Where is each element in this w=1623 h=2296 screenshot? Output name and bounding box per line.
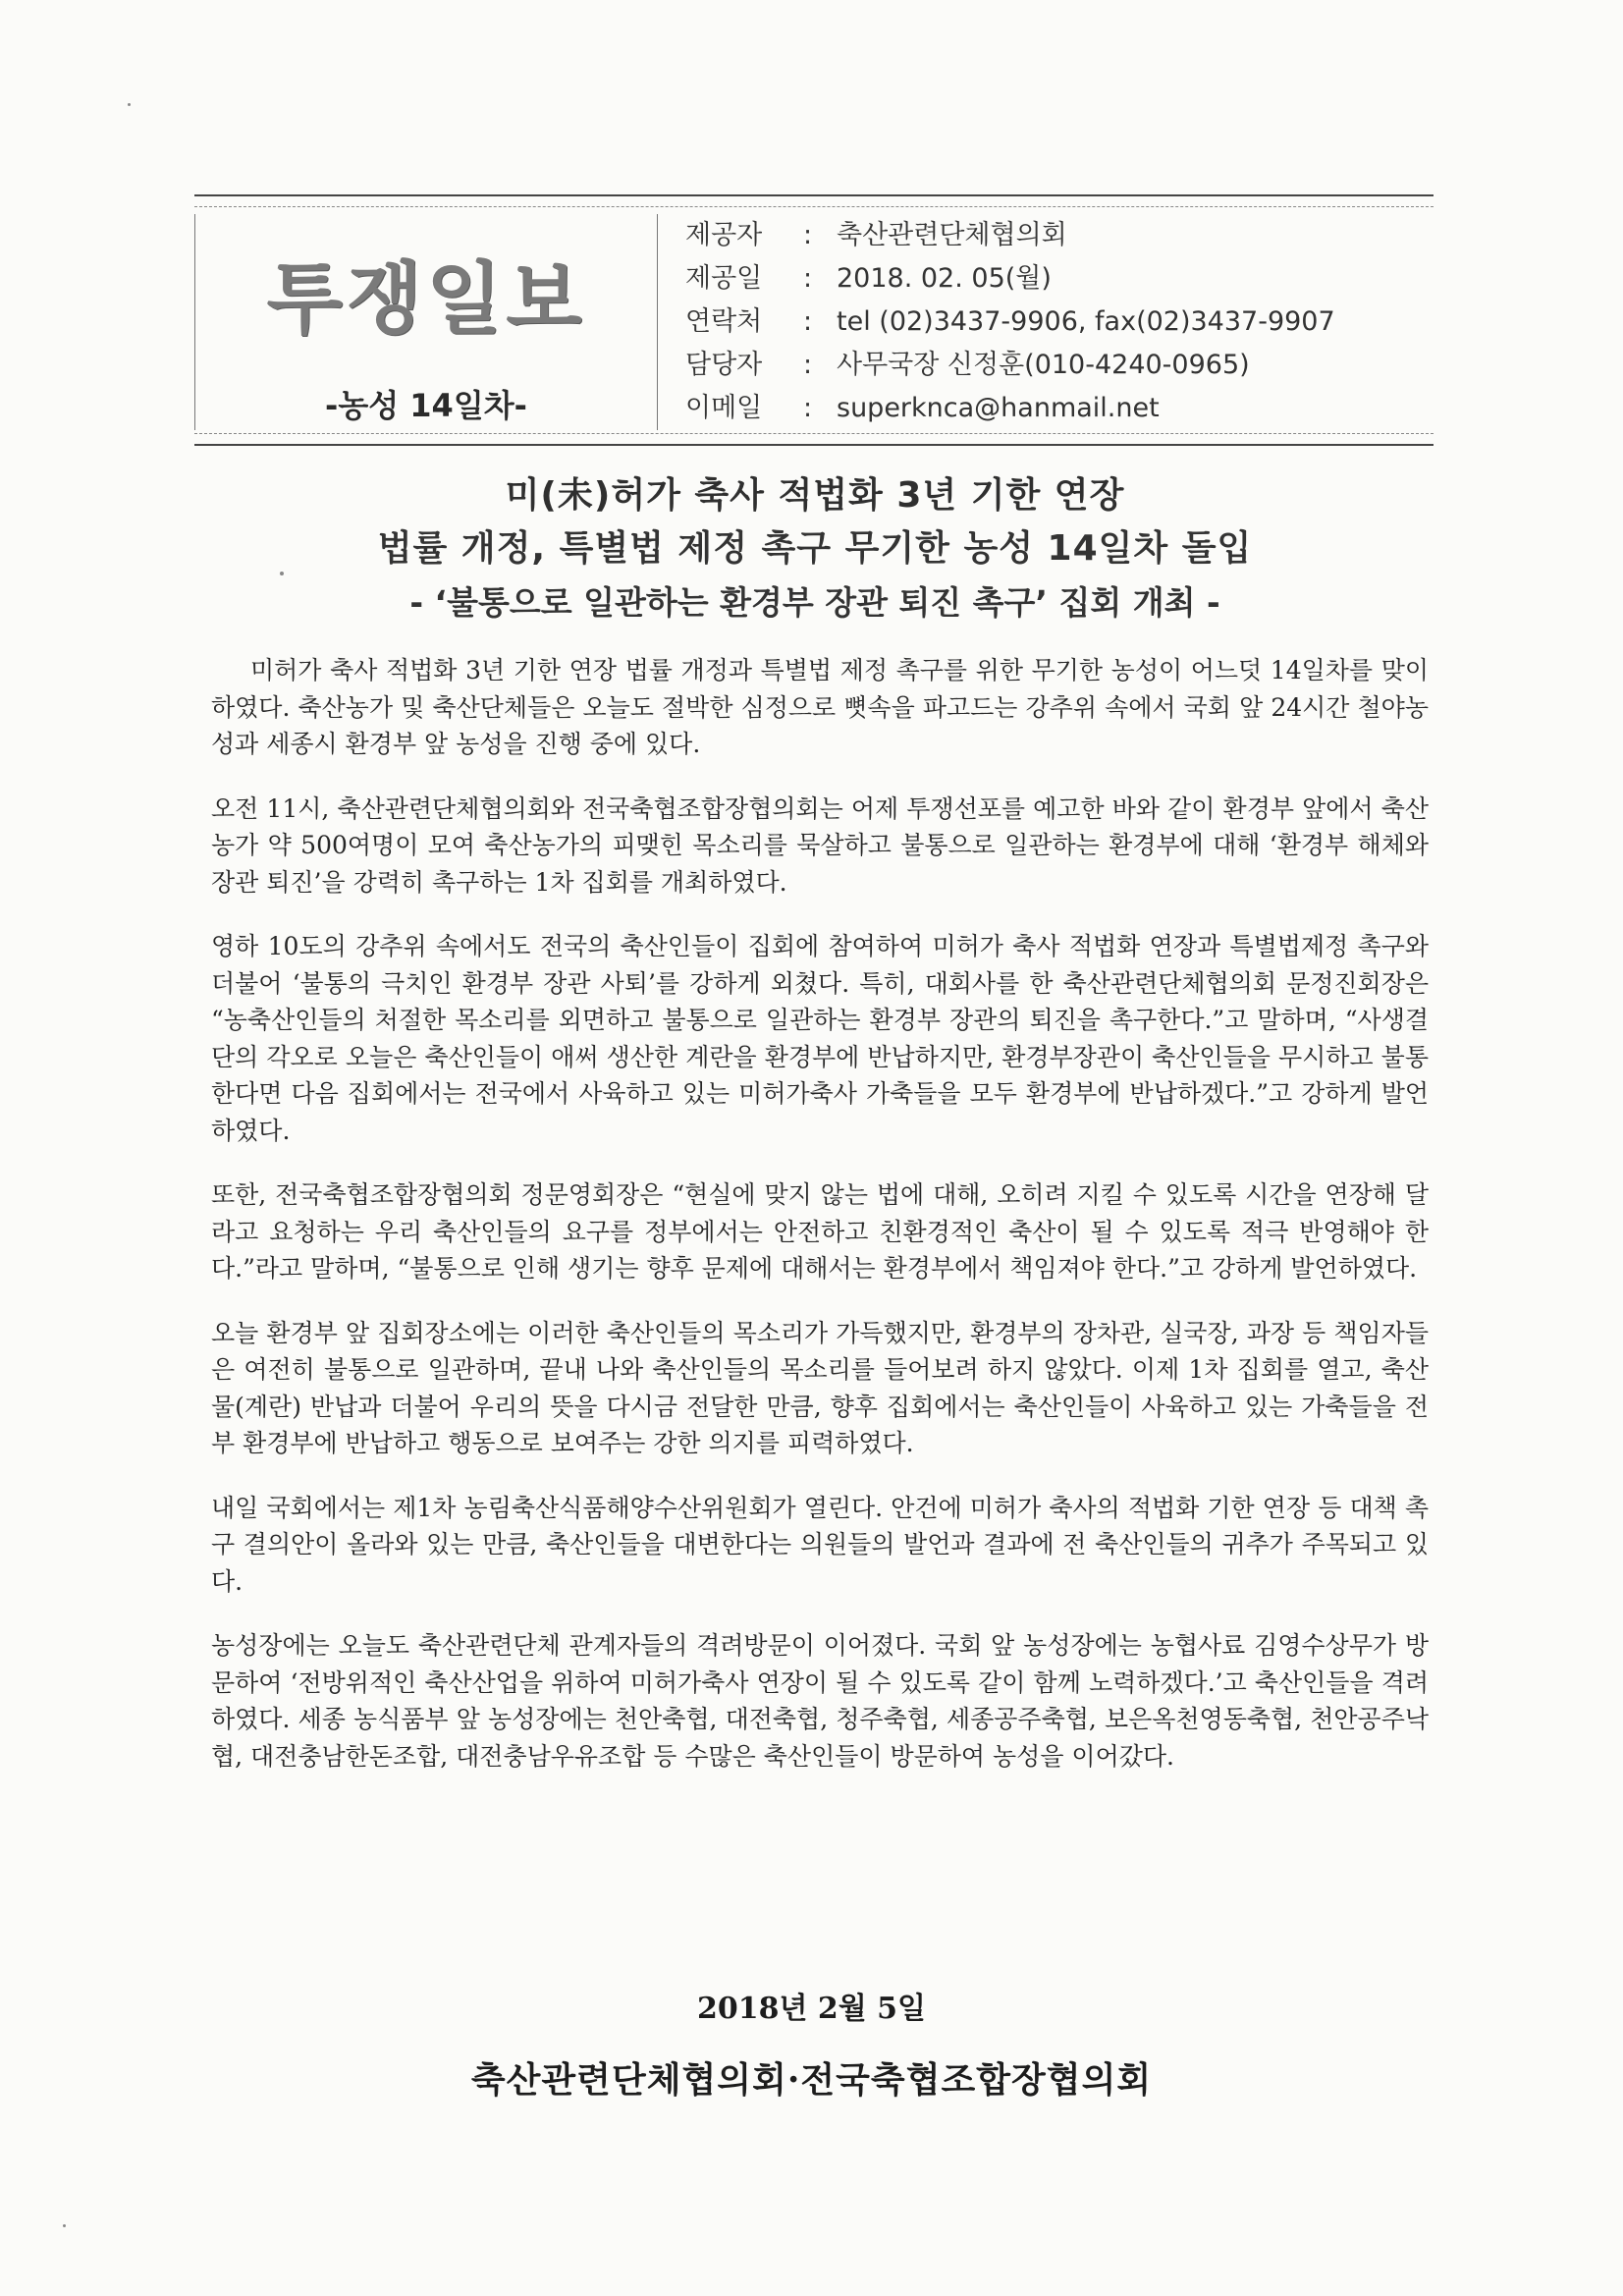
scan-speck — [128, 103, 131, 106]
info-value: tel (02)3437-9906, fax(02)3437-9907 — [837, 306, 1335, 337]
headline-main: 미(未)허가 축사 적법화 3년 기한 연장 — [505, 475, 1125, 516]
info-key: 연락처 — [685, 306, 763, 337]
info-value: 2018. 02. 05(월) — [837, 263, 1052, 294]
contact-info — [685, 214, 1412, 430]
article-body — [211, 652, 1429, 1802]
paragraph: 내일 국회에서는 제1차 농림축산식품해양수산위원회가 열린다. 안건에 미허가 축사의 적법화 기한 연장 등 대책 촉구 결의안이 올라와 있는 만큼, 축산인들을 대변한다는 의원들의 발언과 결과에 전 축산인들의 귀추가 주목되고 있다. — [211, 1493, 1429, 1596]
paragraph: 또한, 전국축협조합장협의회 정문영회장은 “현실에 맞지 않는 법에 대해, 오히려 지킬 수 있도록 시간을 연장해 달라고 요청하는 우리 축산인들의 요구를 정부에서는 안전하고 친환경적인 축산이 될 수 있도록 적극 반영해야 한다.”라고 말하며, “불통으로 인해 생기는 향후 문제에 대해서는 환경부에서 책임져야 한다.”고 강하게 발언하였다. — [211, 1180, 1429, 1283]
info-key: 이메일 — [685, 393, 763, 423]
headline-sub: 법률 개정, 특별법 제정 촉구 무기한 농성 14일차 돌입 — [377, 528, 1253, 569]
info-row-email — [685, 387, 1412, 430]
info-value: superkncа@hanmail.net — [837, 393, 1160, 423]
paragraph: 오전 11시, 축산관련단체협의회와 전국축협조합장협의회는 어제 투쟁선포를 예고한 바와 같이 환경부 앞에서 축산농가 약 500여명이 모여 축산농가의 피맺힌 목소리를 묵살하고 불통으로 일관하는 환경부에 대해 ‘환경부 해체와 장관 퇴진’을 강력히 촉구하는 1차 집회를 개최하였다. — [211, 793, 1429, 897]
info-row-provider — [685, 214, 1412, 257]
info-row-manager — [685, 344, 1412, 387]
paragraph: 영하 10도의 강추위 속에서도 전국의 축산인들이 집회에 참여하여 미허가 축사 적법화 연장과 특별법제정 촉구와 더불어 ‘불통의 극치인 환경부 장관 사퇴’를 강하게 외쳤다. 특히, 대회사를 한 축산관련단체협의회 문정진회장은 “농축산인들의 처절한 목소리를 외면하고 불통으로 일관하는 환경부 장관의 퇴진을 촉구한다.”고 말하며, “사생결단의 각오로 오늘은 축산인들이 애써 생산한 계란을 환경부에 반납하지만, 환경부장관이 축산인들을 무시하고 불통한다면 다음 집회에서는 전국에서 사육하고 있는 미허가축사 가축들을 모두 환경부에 반납하겠다.”고 강하게 발언하였다. — [211, 932, 1429, 1145]
paragraph: 오늘 환경부 앞 집회장소에는 이러한 축산인들의 목소리가 가득했지만, 환경부의 장차관, 실국장, 과장 등 책임자들은 여전히 불통으로 일관하며, 끝내 나와 축산인들의 목소리를 들어보려 하지 않았다. 이제 1차 집회를 열고, 축산물(계란) 반납과 더불어 우리의 뜻을 다시금 전달한 만큼, 향후 집회에서는 축산인들이 사육하고 있는 가축들을 전부 환경부에 반납하고 행동으로 보여주는 강한 의지를 피력하였다. — [211, 1318, 1429, 1457]
info-colon: : — [803, 220, 813, 250]
info-colon: : — [803, 263, 813, 294]
press-header — [194, 194, 1434, 446]
info-key: 제공일 — [685, 263, 763, 294]
info-colon: : — [803, 393, 813, 423]
info-colon: : — [803, 350, 813, 380]
paragraph: 농성장에는 오늘도 축산관련단체 관계자들의 격려방문이 이어졌다. 국회 앞 농성장에는 농협사료 김영수상무가 방문하여 ‘전방위적인 축산산업을 위하여 미허가축사 연장이 될 수 있도록 같이 함께 노력하겠다.’고 축산인들을 격려하였다. 세종 농식품부 앞 농성장에는 천안축협, 대전축협, 청주축협, 세종공주축협, 보은옥천영동축협, 천안공주낙협, 대전충남한돈조합, 대전충남우유조합 등 수많은 축산인들이 방문하여 농성을 이어갔다. — [211, 1631, 1429, 1771]
signature-organizations: 축산관련단체협의회·전국축협조합장협의회 — [470, 2059, 1153, 2101]
headline-event: - ‘불통으로 일관하는 환경부 장관 퇴진 촉구’ 집회 개최 - — [409, 583, 1220, 622]
masthead — [194, 214, 658, 430]
info-value: 사무국장 신정훈(010-4240-0965) — [837, 350, 1250, 380]
scan-speck — [280, 572, 284, 575]
paragraph: 미허가 축사 적법화 3년 기한 연장 법률 개정과 특별법 제정 촉구를 위한 무기한 농성이 어느덧 14일차를 맞이하였다. 축산농가 및 축산단체들은 오늘도 절박한 심정으로 뼛속을 파고드는 강추위 속에서 국회 앞 24시간 철야농성과 세종시 환경부 앞 농성을 진행 중에 있다. — [211, 656, 1429, 758]
headline-block — [196, 471, 1434, 629]
info-key: 제공자 — [685, 220, 763, 250]
info-key: 담당자 — [685, 350, 763, 380]
release-date: 2018년 2월 5일 — [696, 1992, 927, 2026]
scan-speck — [63, 2224, 66, 2227]
paper-name: 투쟁일보 — [266, 253, 586, 345]
info-row-date — [685, 257, 1412, 301]
day-label: -농성 14일차- — [325, 387, 527, 424]
info-value: 축산관련단체협의회 — [837, 220, 1067, 250]
info-colon: : — [803, 306, 813, 337]
info-row-contact — [685, 301, 1412, 344]
